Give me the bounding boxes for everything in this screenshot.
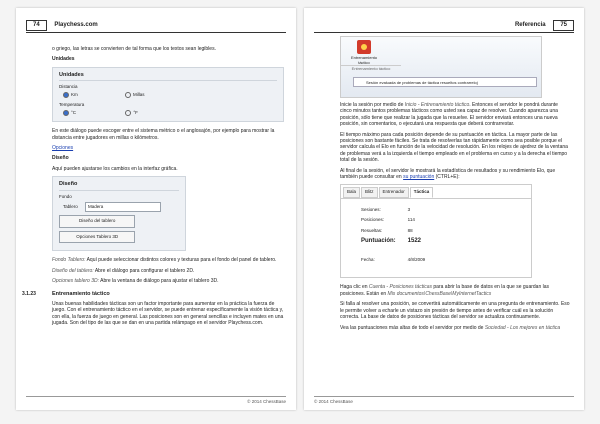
units-dialog	[52, 67, 284, 122]
units-description: En este diálogo puede escoger entre el sistema métrico o el anglosajón, por ejemplo para mostrar la distancia entre jugadores en millas o kilómetros.	[52, 128, 275, 141]
table-row: Sesiones: 3	[361, 206, 411, 212]
p5-text: Si falla al resolver una posición, se convertirá automáticamente en una pregunta de entrenamiento. Eso le permite volver a echarle un vistazo sin presión de tiempo antes de verificar cuál es la solución correcta. La base de datos de posiciones tácticas del servidor se actualiza continuamente.	[340, 301, 570, 321]
celsius-label: °C	[71, 109, 77, 115]
rating-tabs	[341, 185, 531, 198]
opciones-term: Opciones tablero 3D:	[52, 278, 99, 285]
tablero-label: Tablero	[63, 204, 78, 210]
target-icon	[357, 40, 371, 54]
page-footer: © 2014 ChessBase	[26, 396, 286, 404]
diseno-term: Diseño del tablero:	[52, 267, 94, 274]
p1-path: Inicio - Entrenamiento táctico	[404, 102, 470, 108]
tab-bala[interactable]: Bala	[343, 187, 360, 197]
p3-text: Al final de la sesión, el servidor le mostrará la estadística de resultados y su rendimiento Elo, que también puede consultar en	[340, 167, 556, 181]
options-link[interactable]: Opciones	[52, 145, 74, 152]
board-design-button[interactable]: Diseño del tablero	[59, 215, 135, 227]
tablero-select[interactable]: Madera	[85, 202, 161, 212]
rating-link[interactable]: su puntuación	[403, 174, 435, 181]
diseno-text: Abre el diálogo para configurar el tablero 2D.	[94, 267, 195, 274]
p4-text: Haga clic en	[340, 284, 368, 291]
page-header	[314, 18, 574, 33]
km-radio[interactable]	[63, 92, 69, 98]
design-heading: Diseño	[52, 155, 69, 162]
page-number: 75	[553, 20, 574, 31]
table-row: Puntuación: 1522	[361, 238, 422, 245]
p4-path2: Mis documentos\ChessBase\MyInternetTactics	[387, 290, 492, 297]
section-text: Unas buenas habilidades tácticas son un factor importante para aumentar en la práctica la fuerza de juego. Con el entrenamiento táctico en el servidor, se puede entrenar específicamente la visión táctica y, con ella, la fuerza de juego en general. Las posiciones son en general sencillas e incluyen mates en una jugada. Son del tipo de las que se dan en una partida relámpago en el servidor Playchess.com.	[52, 300, 284, 327]
p4-mid: para abrir la base de datos en la que se guardan las posiciones. Están en	[340, 284, 550, 297]
right-content	[340, 102, 570, 335]
design-dialog	[52, 176, 186, 251]
p6-path: Sociedad - Los mejores en táctica	[484, 324, 561, 331]
celsius-radio[interactable]	[63, 110, 69, 116]
tab-tactica[interactable]: Táctica	[410, 187, 434, 197]
p1-text: Inicie la sesión por medio de	[340, 102, 404, 108]
page-header	[26, 18, 286, 33]
board-3d-options-button[interactable]: Opciones Tablero 3D	[59, 231, 135, 243]
page-footer: © 2014 ChessBase	[314, 396, 574, 404]
units-dialog-title: Unidades	[59, 72, 277, 81]
temperature-label: Temperatura	[59, 102, 85, 108]
ribbon-button-label: Entrenamiento táctico	[350, 55, 377, 65]
header-title: Referencia	[514, 22, 546, 28]
table-row: Posiciones: 114	[361, 217, 415, 223]
section-number: 3.1.23	[22, 290, 36, 297]
toolbar-screenshot	[340, 36, 542, 98]
miles-label: Millas	[133, 91, 145, 97]
fahrenheit-label: °F	[133, 109, 138, 115]
left-content	[22, 46, 284, 331]
tab-entrenador[interactable]: Entrenador	[379, 187, 409, 197]
ribbon-group-label: Entrenamiento táctico	[341, 65, 401, 71]
tooltip	[353, 77, 537, 87]
stats-table	[355, 205, 431, 265]
miles-radio[interactable]	[125, 92, 131, 98]
fahrenheit-radio[interactable]	[125, 110, 131, 116]
distance-label: Distancia	[59, 84, 78, 90]
design-dialog-title: Diseño	[59, 181, 179, 190]
left-page	[16, 8, 296, 410]
p1-rest: . Entonces el servidor le pondrá durante cinco minutos tantos problemas tácticos como usted sea capaz de resolver. Cuando aparezca una posición, sólo tiene que realizar la jugada que la resuelve. El servidor enviará entonces una nueva posición, sin comentarios, o ejecutará una respuesta que deberá contrarrestar.	[340, 102, 558, 128]
p3-end: (CTRL+E):	[435, 174, 460, 181]
tooltip-text: Sesión evaluada de problemas de táctica resueltos contrarreloj	[366, 80, 478, 85]
p2-text: El tiempo máximo para cada posición depende de su puntuación en táctica. La mayor parte de las posiciones son bastante fáciles. Se trata de resolverlas tan rápidamente como sea posible porque el servidor calcula el Elo en función de la velocidad de resolución. En los relojes de ajedrez de la ventana de problemas verá a la izquierda el tiempo empleado en el problema en curso y a la derecha el tiempo total de la sesión.	[340, 131, 568, 164]
fondo-label: Fondo	[59, 193, 72, 199]
p6-text: Vea las puntuaciones más altas de todo el servidor por medio de	[340, 324, 484, 331]
fondo-text: Aquí puede seleccionar distintos colores y texturas para el fondo del panel de tablero.	[86, 257, 277, 264]
units-heading: Unidades	[52, 56, 75, 63]
rating-dialog	[340, 184, 532, 278]
design-description: Aquí pueden ajustarse los cambios en la interfaz gráfica.	[52, 165, 178, 172]
table-row: Fecha: 4/8/2009	[361, 256, 426, 262]
section-title: Entrenamiento táctico	[52, 290, 110, 297]
tab-blitz[interactable]: Blitz	[361, 187, 378, 197]
table-row: Resueltas: 88	[361, 227, 413, 233]
opciones-text: Abre la ventana de diálogo para ajustar el tablero 3D.	[100, 278, 219, 285]
page-number: 74	[26, 20, 47, 31]
right-page	[304, 8, 584, 410]
tactics-ribbon-button[interactable]	[345, 40, 383, 65]
p4-path: Cuenta - Posiciones tácticas	[368, 284, 432, 291]
intro-text: o griego, las letras se convierten de tal forma que los textos sean legibles.	[52, 46, 216, 52]
header-title: Playchess.com	[54, 22, 98, 28]
fondo-term: Fondo Tablero:	[52, 257, 86, 264]
km-label: Km	[71, 91, 78, 97]
